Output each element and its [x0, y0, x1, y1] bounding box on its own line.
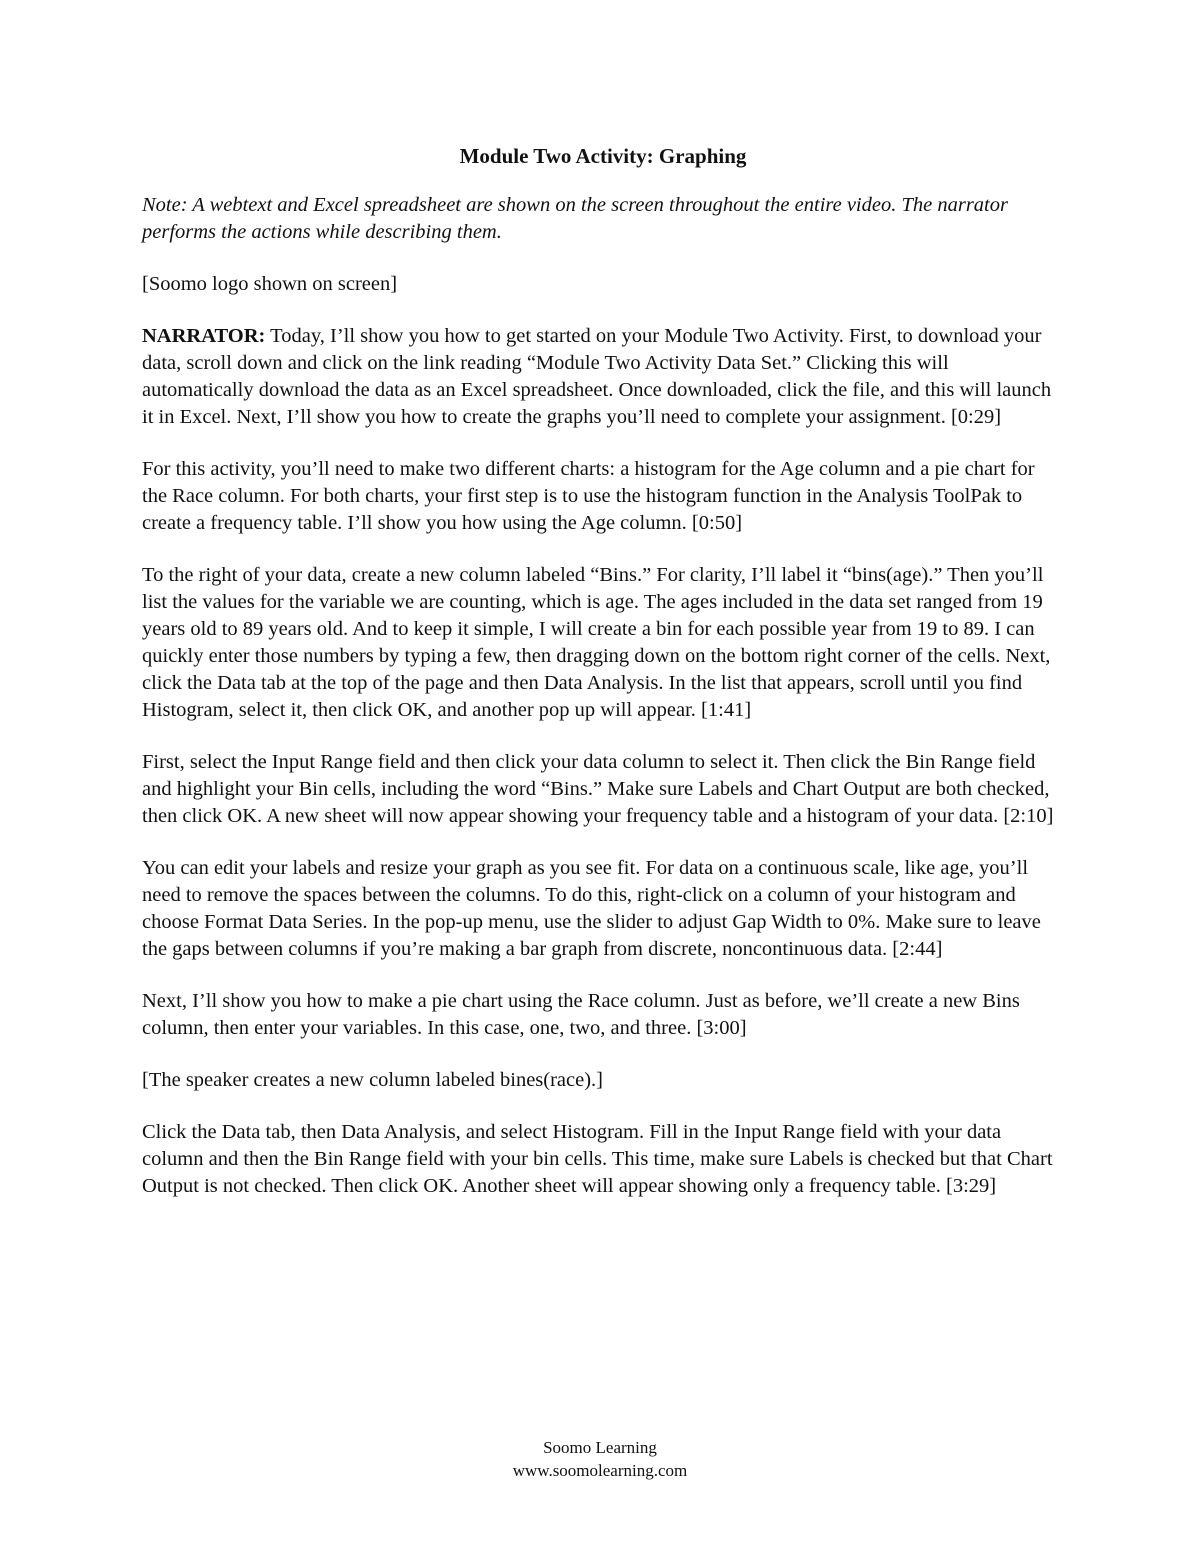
page-footer — [0, 1436, 1200, 1482]
narrator-label: NARRATOR: — [142, 325, 266, 347]
narration-paragraph-7: Click the Data tab, then Data Analysis, and select Histogram. Fill in the Input Range field with your data column and then the Bin Range field with your bin cells. This time, make sure Labels is checked but that Chart Output is not checked. Then click OK. Another sheet will appear showing only a frequency table. [3:29] — [142, 1121, 1053, 1197]
narration-paragraph-3: To the right of your data, create a new column labeled “Bins.” For clarity, I’ll label it “bins(age).” Then you’ll list the values for the variable we are counting, which is age. The ages included in the data set ranged from 19 years old to 89 years old. And to keep it simple, I will create a bin for each possible year from 19 to 89. I can quickly enter those numbers by typing a few, then dragging down on the bottom right corner of the cells. Next, click the Data tab at the top of the page and then Data Analysis. In the list that appears, scroll until you find Histogram, select it, then click OK, and another pop up will appear. [1:41] — [142, 564, 1051, 721]
narration-paragraph-5: You can edit your labels and resize your graph as you see fit. For data on a continuous scale, like age, you’ll need to remove the spaces between the columns. To do this, right-click on a column of your histogram and choose Format Data Series. In the pop-up menu, use the slider to adjust Gap Width to 0%. Make sure to leave the gaps between columns if you’re making a bar graph from discrete, noncontinuous data. [2:44] — [142, 857, 1041, 960]
stage-direction-new-column: [The speaker creates a new column labeled bines(race).] — [142, 1069, 603, 1091]
narration-paragraph-1 — [142, 323, 1064, 431]
narration-paragraph-2: For this activity, you’ll need to make two different charts: a histogram for the Age column and a pie chart for the Race column. For both charts, your first step is to use the histogram function in the Analysis ToolPak to create a frequency table. I’ll show you how using the Age column. [0:50] — [142, 458, 1035, 534]
narration-text-1: Today, I’ll show you how to get started on your Module Two Activity. First, to download your data, scroll down and click on the link reading “Module Two Activity Data Set.” Clicking this will automatically download the data as an Excel spreadsheet. Once downloaded, click the file, and this will launch it in Excel. Next, I’ll show you how to create the graphs you’ll need to complete your assignment. [0:29] — [142, 325, 1052, 428]
document-title: Module Two Activity: Graphing — [459, 144, 747, 168]
stage-direction-logo: [Soomo logo shown on screen] — [142, 273, 398, 295]
video-note: Note: A webtext and Excel spreadsheet are shown on the screen throughout the entire video. The narrator performs the actions while describing them. — [142, 194, 1008, 243]
narration-paragraph-4: First, select the Input Range field and then click your data column to select it. Then click the Bin Range field and highlight your Bin cells, including the word “Bins.” Make sure Labels and Chart Output are both checked, then click OK. A new sheet will now appear showing your frequency table and a histogram of your data. [2:10] — [142, 751, 1054, 827]
footer-website: www.soomolearning.com — [512, 1461, 688, 1480]
document-body — [142, 142, 1064, 1225]
footer-company: Soomo Learning — [543, 1438, 657, 1457]
narration-paragraph-6: Next, I’ll show you how to make a pie chart using the Race column. Just as before, we’ll create a new Bins column, then enter your variables. In this case, one, two, and three. [3:00] — [142, 990, 1020, 1039]
